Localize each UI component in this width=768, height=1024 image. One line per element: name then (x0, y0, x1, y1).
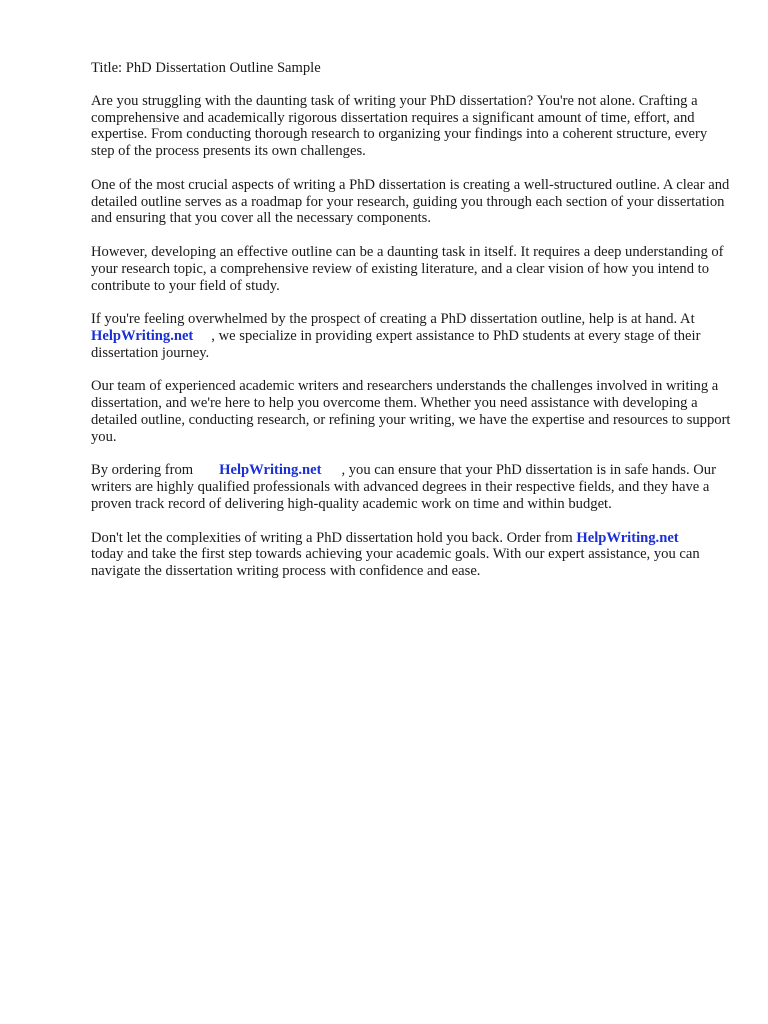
paragraph-ordering-text-after: , you can ensure that your PhD dissertation is in safe hands. Our writers are highly qualified professionals with advanced degrees in their respective fields, and they have a proven track record of delivering high-quality academic work on time and within budget. (91, 462, 716, 512)
paragraph-help-offer (91, 311, 731, 361)
paragraph-help-offer-text-after: , we specialize in providing expert assistance to PhD students at every stage of their dissertation journey. (91, 327, 701, 361)
document-body (91, 60, 731, 597)
paragraph-outline-difficulty: However, developing an effective outline can be a daunting task in itself. It requires a deep understanding of your research topic, a comprehensive review of existing literature, and a clear vision of how you intend to contribute to your field of study. (91, 243, 724, 294)
paragraph-ordering (91, 462, 731, 512)
paragraph-call-to-action (91, 530, 731, 580)
helpwriting-link-1[interactable]: HelpWriting.net (91, 327, 194, 344)
helpwriting-link-3[interactable]: HelpWriting.net (576, 529, 679, 546)
paragraph-team: Our team of experienced academic writers and researchers understands the challenges involved in writing a dissertation, and we're here to help you overcome them. Whether you need assistance with developing a detailed outline, conducting research, or refining your writing, we have the expertise and resources to support you. (91, 378, 731, 445)
paragraph-outline-importance: One of the most crucial aspects of writing a PhD dissertation is creating a well-structured outline. A clear and detailed outline serves as a roadmap for your research, guiding you through each section of your dissertation and ensuring that you cover all the necessary components. (91, 176, 730, 227)
paragraph-ordering-text-before: By ordering from (91, 462, 194, 479)
paragraph-help-offer-text-before: If you're feeling overwhelmed by the prospect of creating a PhD dissertation outline, help is at hand. At (91, 311, 695, 328)
helpwriting-link-2[interactable]: HelpWriting.net (219, 462, 322, 479)
paragraph-cta-text-before: Don't let the complexities of writing a PhD dissertation hold you back. Order from (91, 529, 573, 546)
paragraph-cta-text-after: today and take the first step towards achieving your academic goals. With our expert assistance, you can navigate the dissertation writing process with confidence and ease. (91, 546, 700, 580)
document-title: Title: PhD Dissertation Outline Sample (91, 60, 321, 76)
paragraph-intro: Are you struggling with the daunting task of writing your PhD dissertation? You're not alone. Crafting a comprehensive and academically rigorous dissertation requires a significant amount of time, effort, and expertise. From conducting thorough research to organizing your findings into a coherent structure, every step of the process presents its own challenges. (91, 92, 708, 160)
